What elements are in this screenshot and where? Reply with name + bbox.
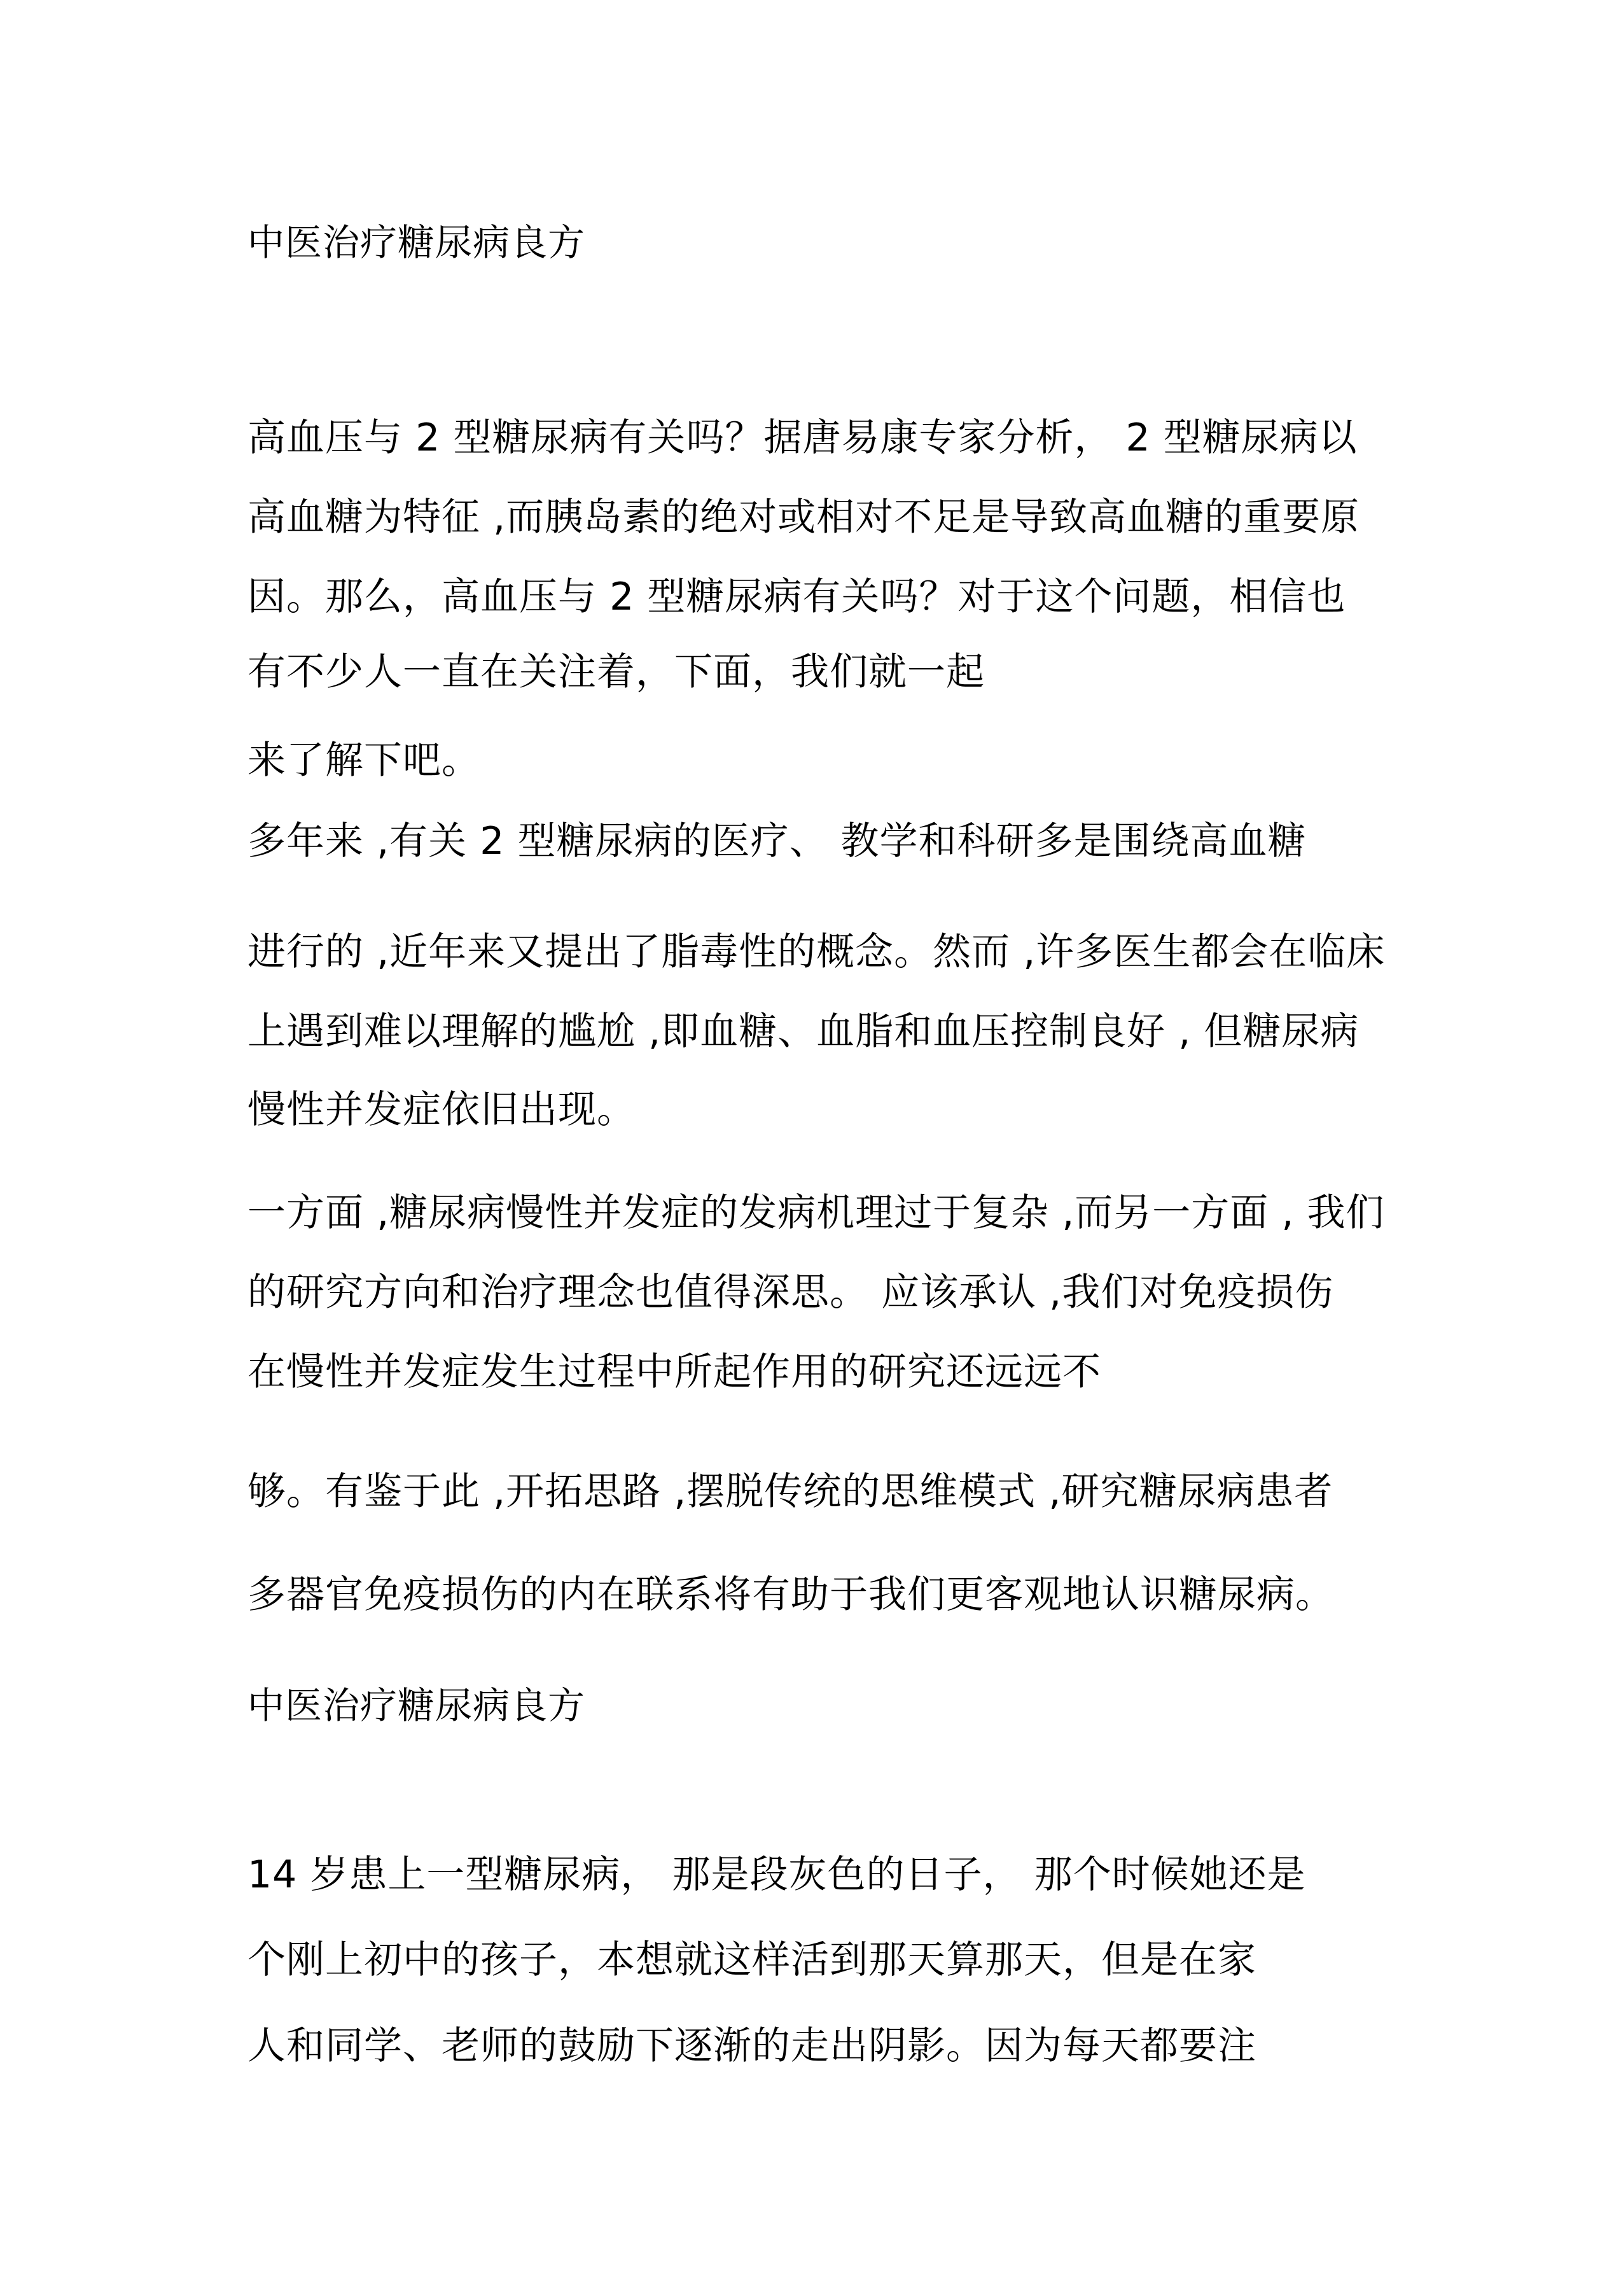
paragraph-line: 的研究方向和治疗理念也值得深思。 应该承认 ,我们对免疫损伤	[247, 1270, 1334, 1315]
paragraph-line: 够。有鉴于此 ,开拓思路 ,摆脱传统的思维模式 ,研究糖尿病患者	[247, 1469, 1333, 1514]
paragraph-line: 高血糖为特征 ,而胰岛素的绝对或相对不足是导致高血糖的重要原	[247, 495, 1360, 540]
story-line: 人和同学、老师的鼓励下逐渐的走出阴影。因为每天都要注	[247, 2024, 1256, 2068]
paragraph-line: 进行的 ,近年来又提出了脂毒性的概念。然而 ,许多医生都会在临床	[247, 930, 1386, 974]
paragraph-line: 因。那么，高血压与 2 型糖尿病有关吗？对于这个问题，相信也	[247, 575, 1346, 619]
section-subtitle: 中医治疗糖尿病良方	[247, 1684, 586, 1727]
story-line: 14 岁患上一型糖尿病， 那是段灰色的日子， 那个时候她还是	[247, 1852, 1306, 1897]
paragraph-line: 上遇到难以理解的尴尬 ,即血糖、血脂和血压控制良好 , 但糖尿病	[247, 1009, 1360, 1054]
paragraph-line: 一方面 ,糖尿病慢性并发症的发病机理过于复杂 ,而另一方面 , 我们	[247, 1191, 1385, 1235]
paragraph-line: 慢性并发症依旧出现。	[247, 1088, 636, 1132]
document-title: 中医治疗糖尿病良方	[247, 221, 586, 264]
paragraph-line: 来了解下吧。	[247, 738, 480, 783]
paragraph-line: 高血压与 2 型糖尿病有关吗？据唐易康专家分析， 2 型糖尿病以	[247, 416, 1358, 460]
paragraph-line: 有不少人一直在关注着，下面，我们就一起	[247, 650, 985, 694]
paragraph-line: 在慢性并发症发生过程中所起作用的研究还远远不	[247, 1350, 1101, 1394]
story-line: 个刚上初中的孩子，本想就这样活到那天算那天，但是在家	[247, 1938, 1256, 1982]
paragraph-line: 多年来 ,有关 2 型糖尿病的医疗、 教学和科研多是围绕高血糖	[247, 819, 1307, 864]
paragraph-line: 多器官免疫损伤的内在联系将有助于我们更客观地认识糖尿病。	[247, 1572, 1334, 1617]
